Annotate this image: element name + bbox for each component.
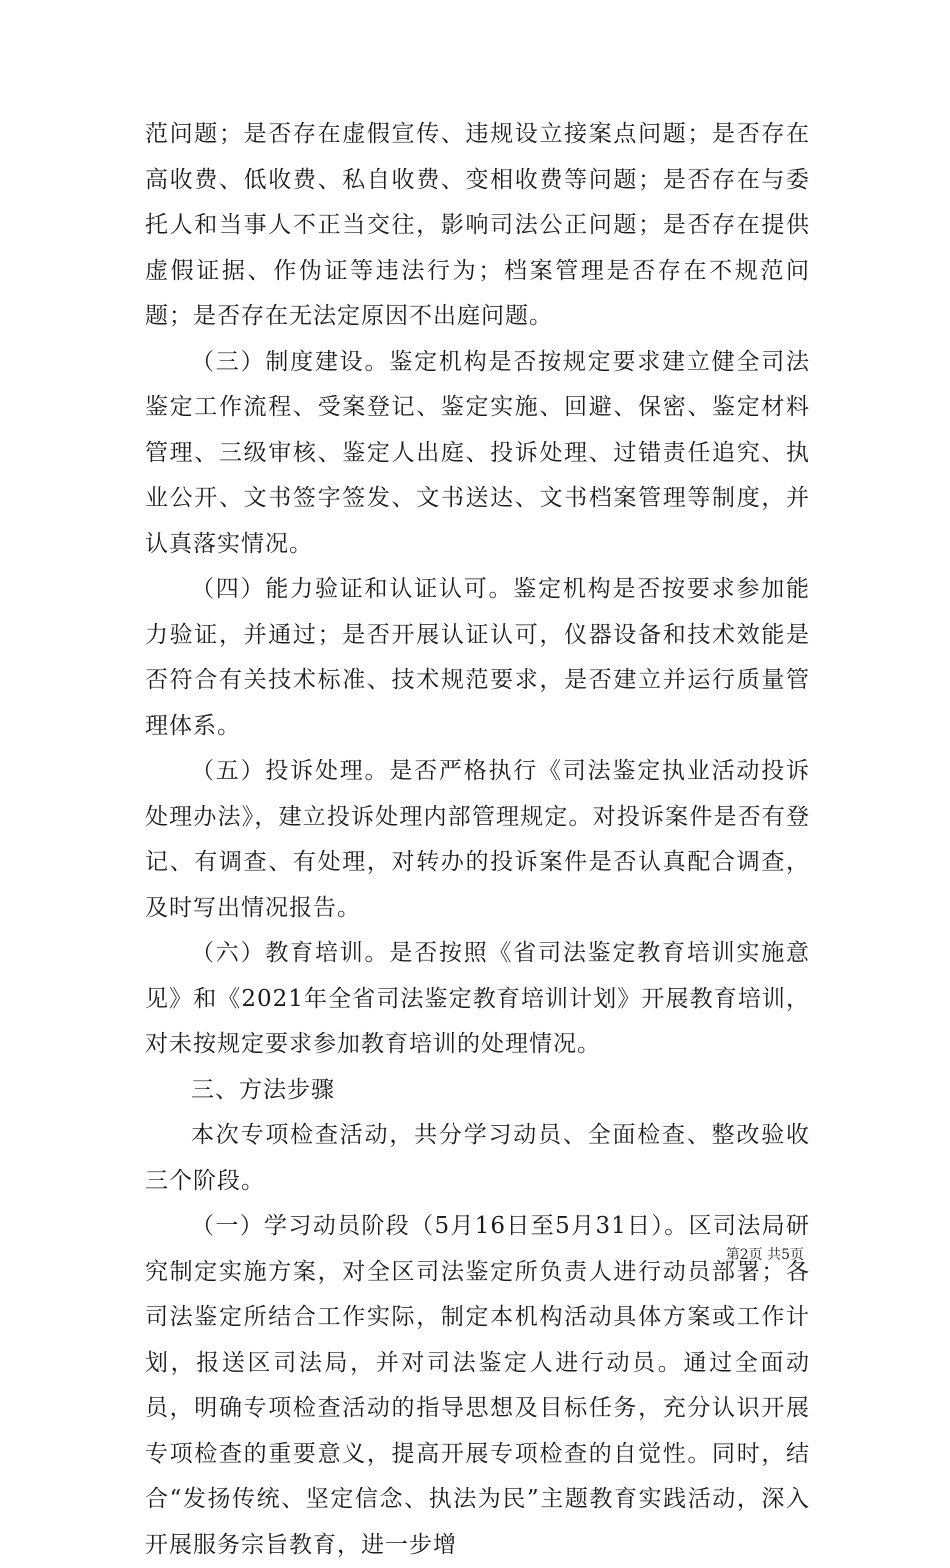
paragraph-stages-overview: 本次专项检查活动，共分学习动员、全面检查、整改验收三个阶段。 [145,1122,810,1194]
paragraph-continued: 范问题；是否存在虚假宣传、违规设立接案点问题；是否存在高收费、低收费、私自收费、变相收费等问题；是否存在与委托人和当事人不正当交往，影响司法公正问题；是否存在提供虚假证据、作伪证等违法行为；档案管理是否存在不规范问题；是否存在无法定原因不出庭问题。 [145,121,810,329]
page-number: 第2页 共5页 [725,1247,804,1263]
paragraph-education-training: （六）教育培训。是否按照《省司法鉴定教育培训实施意见》和《2021年全省司法鉴定教育培训计划》开展教育培训，对未按规定要求参加教育培训的处理情况。 [145,940,810,1057]
paragraph-complaint-handling: （五）投诉处理。是否严格执行《司法鉴定执业活动投诉处理办法》，建立投诉处理内部管理规定。对投诉案件是否有登记、有调查、有处理，对转办的投诉案件是否认真配合调查，及时写出情况报告。 [145,758,810,921]
paragraph-mobilization-stage: （一）学习动员阶段（5月16日至5月31日）。区司法局研究制定实施方案，对全区司法鉴定所负责人进行动员部署；各司法鉴定所结合工作实际，制定本机构活动具体方案或工作计划，报送区司法局，并对司法鉴定人进行动员。通过全面动员，明确专项检查活动的指导思想及目标任务，充分认识开展专项检查的重要意义，提高开展专项检查的自觉性。同时，结合“发扬传统、坚定信念、执法为民”主题教育实践活动，深入开展服务宗旨教育，进一步增 [145,1213,810,1558]
document-body [145,112,810,1568]
section-heading-methods: 三、方法步骤 [191,1076,335,1103]
paragraph-capability-verification: （四）能力验证和认证认可。鉴定机构是否按要求参加能力验证，并通过；是否开展认证认可，仪器设备和技术效能是否符合有关技术标准、技术规范要求，是否建立并运行质量管理体系。 [145,576,810,739]
paragraph-system-building: （三）制度建设。鉴定机构是否按规定要求建立健全司法鉴定工作流程、受案登记、鉴定实施、回避、保密、鉴定材料管理、三级审核、鉴定人出庭、投诉处理、过错责任追究、执业公开、文书签字签发、文书送达、文书档案管理等制度，并认真落实情况。 [145,348,810,557]
